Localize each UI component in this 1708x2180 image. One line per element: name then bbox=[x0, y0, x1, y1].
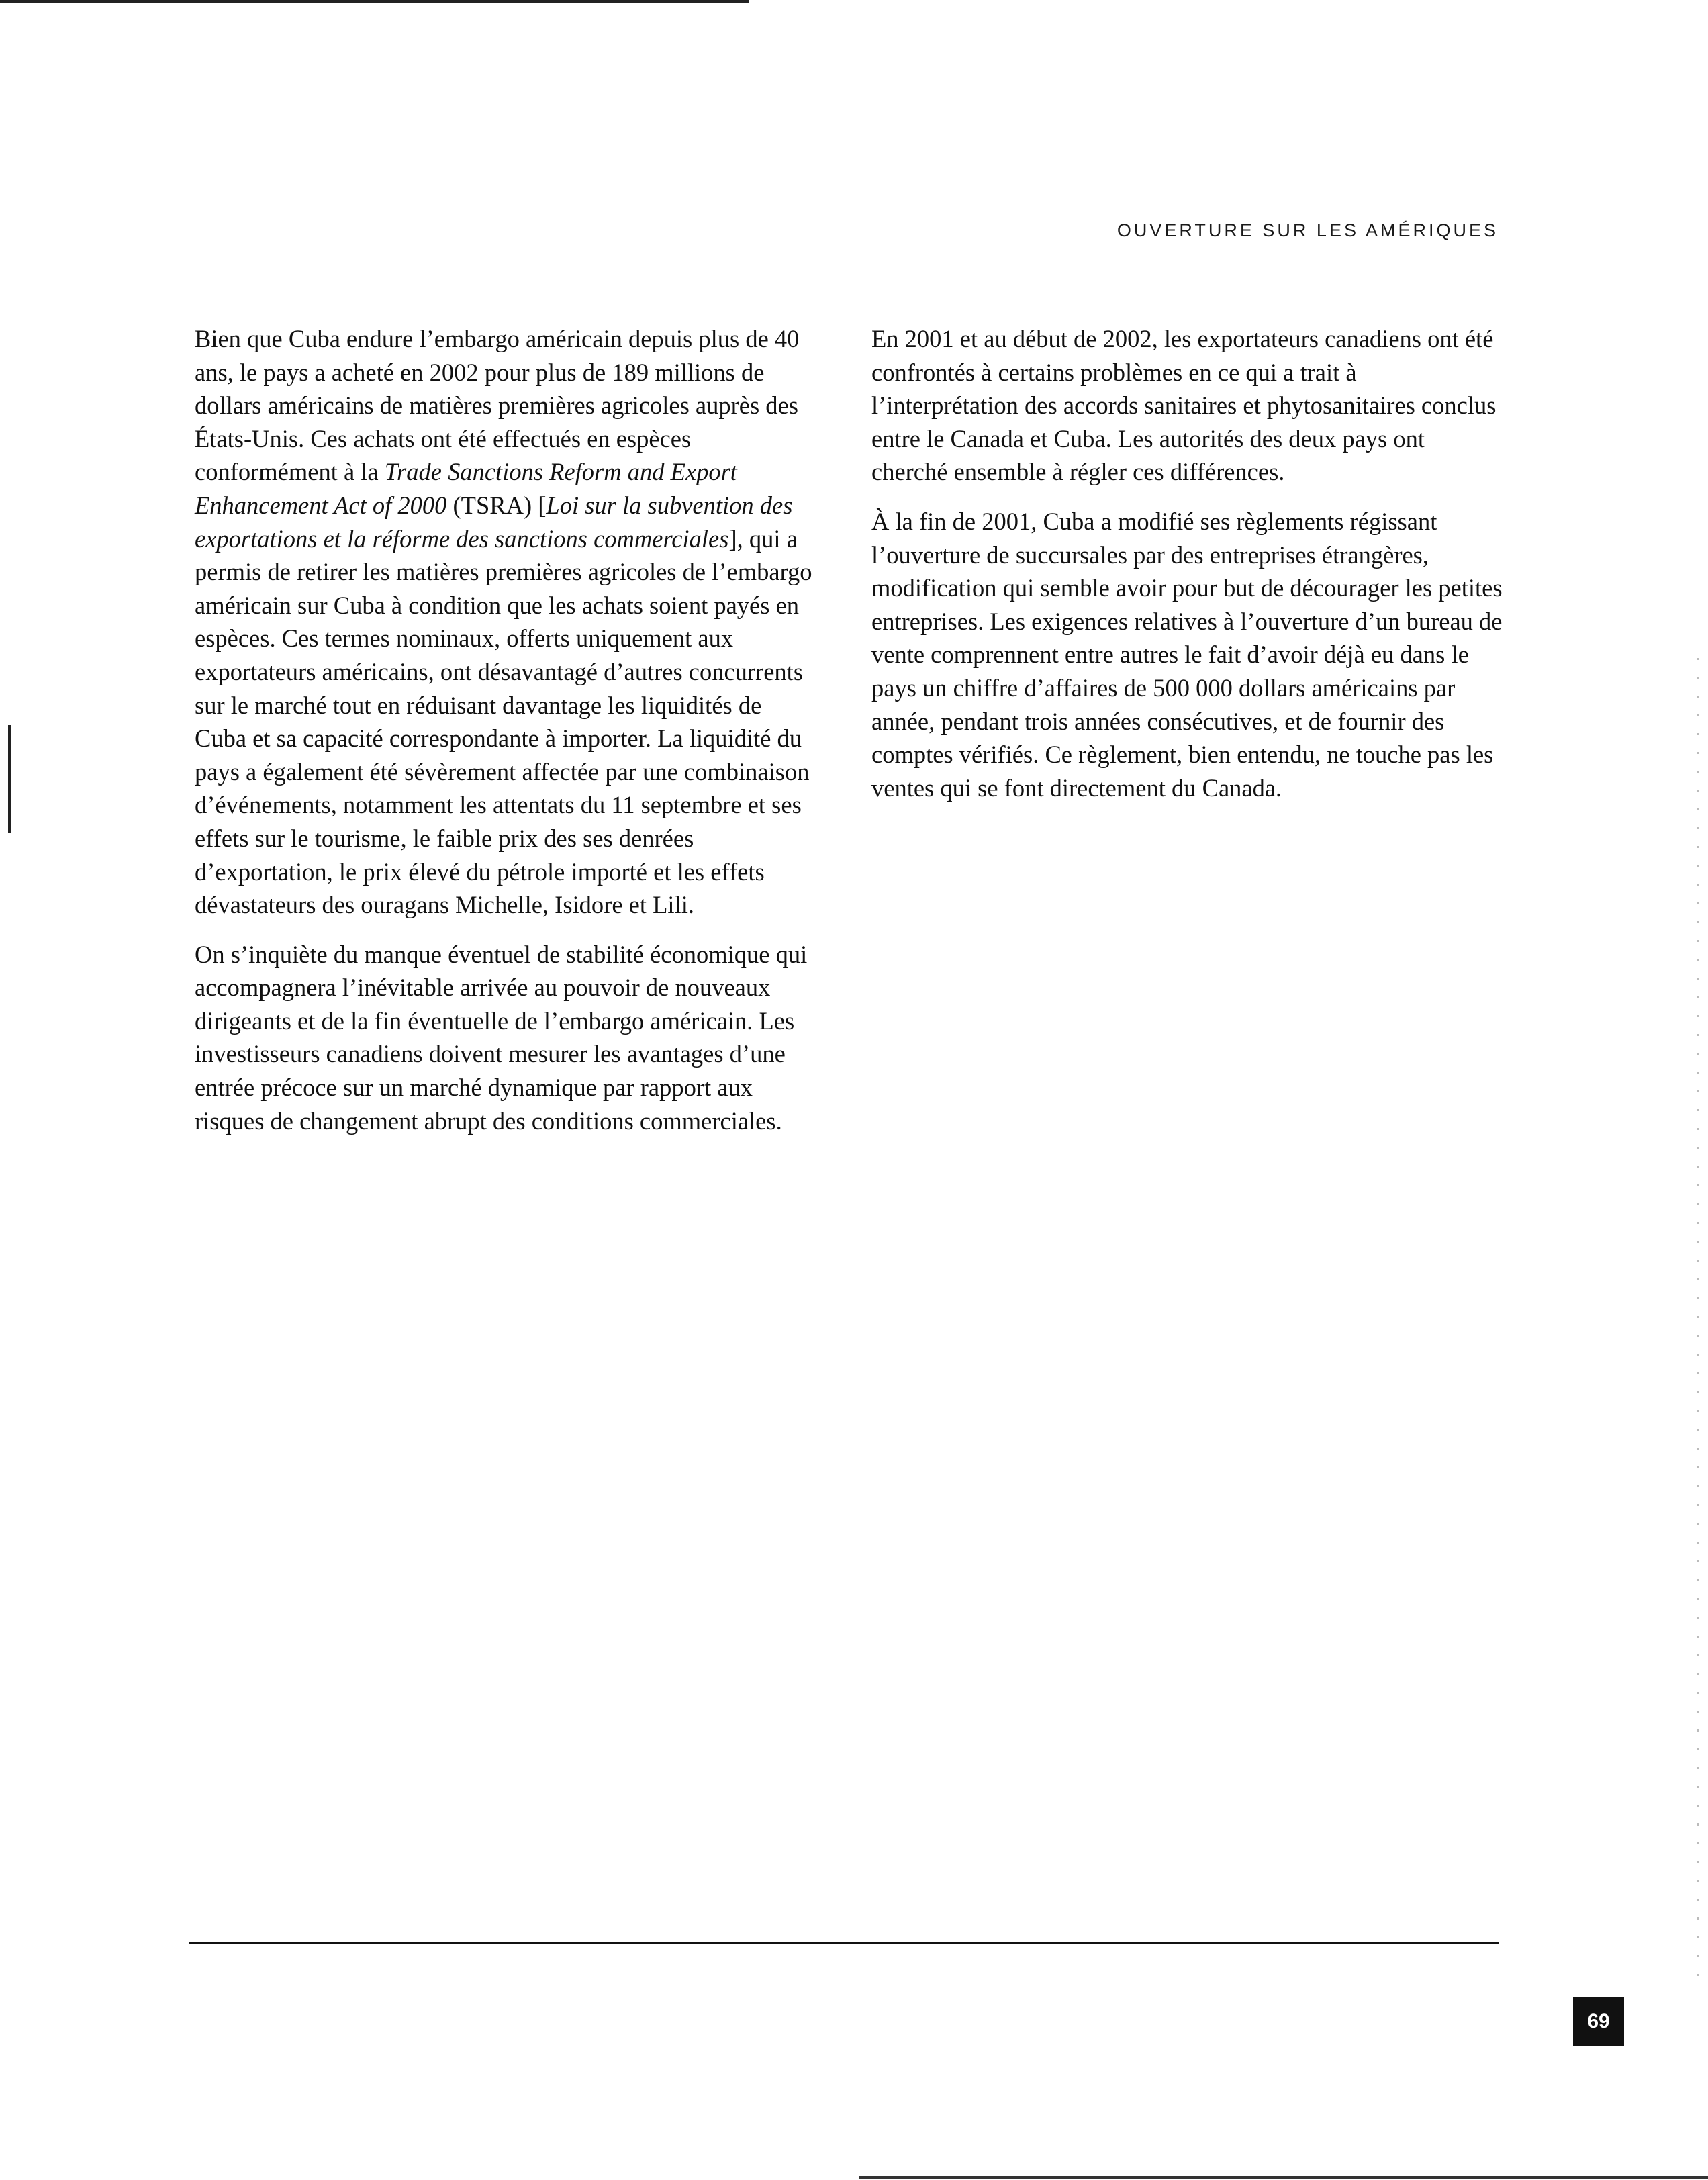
paragraph-tsra bbox=[195, 322, 812, 922]
paragraph-text: (TSRA) [ bbox=[446, 491, 547, 519]
paragraph-stability: On s’inquiète du manque éventuel de stabilité économique qui accompagnera l’inévitable arrivée au pouvoir de nouveaux dirigeants et de la fin éventuelle de l’embargo américain. Les investisseurs canadiens doivent mesurer les avantages d’une entrée précoce sur un marché dynamique par rapport aux risques de changement abrupt des conditions commerciales. bbox=[195, 940, 808, 1135]
act-title-french: Loi sur la subvention des exportations et la réforme des sanctions commerciales bbox=[195, 491, 793, 553]
scan-edge-dots bbox=[1697, 658, 1699, 1987]
top-scan-rule bbox=[0, 0, 749, 3]
act-title-english: Trade Sanctions Reform and Export Enhancement Act of 2000 bbox=[195, 458, 737, 519]
running-header: OUVERTURE SUR LES AMÉRIQUES bbox=[1117, 220, 1499, 240]
scan-edge-mark bbox=[8, 725, 11, 833]
page-number: 69 bbox=[1573, 1997, 1624, 2046]
right-column bbox=[871, 322, 1503, 820]
bottom-scan-rule bbox=[859, 2176, 1708, 2179]
paragraph-text: Bien que Cuba endure l’embargo américain depuis plus de 40 ans, le pays a acheté en 2002 pour plus de 189 millions de dollars américains de matières premières agricoles auprès des États-Unis. Ces achats ont été effectués en espèces conformément à la bbox=[195, 325, 800, 486]
footer-rule bbox=[189, 1942, 1499, 1944]
left-column bbox=[195, 322, 812, 1153]
paragraph-text: ], qui a permis de retirer les matières premières agricoles de l’embargo américain sur Cuba à condition que les achats soient payés en espèces. Ces termes nominaux, offerts uniquement aux exportateurs américains, ont désavantagé d’autres concurrents sur le marché tout en réduisant davantage les liquidités de Cuba et sa capacité correspondante à importer. La liquidité du pays a également été sévèrement affectée par une combinaison d’événements, notamment les attentats du 11 septembre et ses effets sur le tourisme, le faible prix des ses denrées d’exportation, le prix élevé du pétrole importé et les effets dévastateurs des ouragans Michelle, Isidore et Lili. bbox=[195, 524, 812, 919]
paragraph-sanitary: En 2001 et au début de 2002, les exportateurs canadiens ont été confrontés à certains problèmes en ce qui a trait à l’interprétation des accords sanitaires et phytosanitaires conclus entre le Canada et Cuba. Les autorités des deux pays ont cherché ensemble à régler ces différences. bbox=[871, 325, 1497, 486]
paragraph-regulations: À la fin de 2001, Cuba a modifié ses règlements régissant l’ouverture de succursales par des entreprises étrangères, modification qui semble avoir pour but de décourager les petites entreprises. Les exigences relatives à l’ouverture d’un bureau de vente comprennent entre autres le fait d’avoir déjà eu dans le pays un chiffre d’affaires de 500 000 dollars américains par année, pendant trois années consécutives, et de fournir des comptes vérifiés. Ce règlement, bien entendu, ne touche pas les ventes qui se font directement du Canada. bbox=[871, 507, 1503, 802]
